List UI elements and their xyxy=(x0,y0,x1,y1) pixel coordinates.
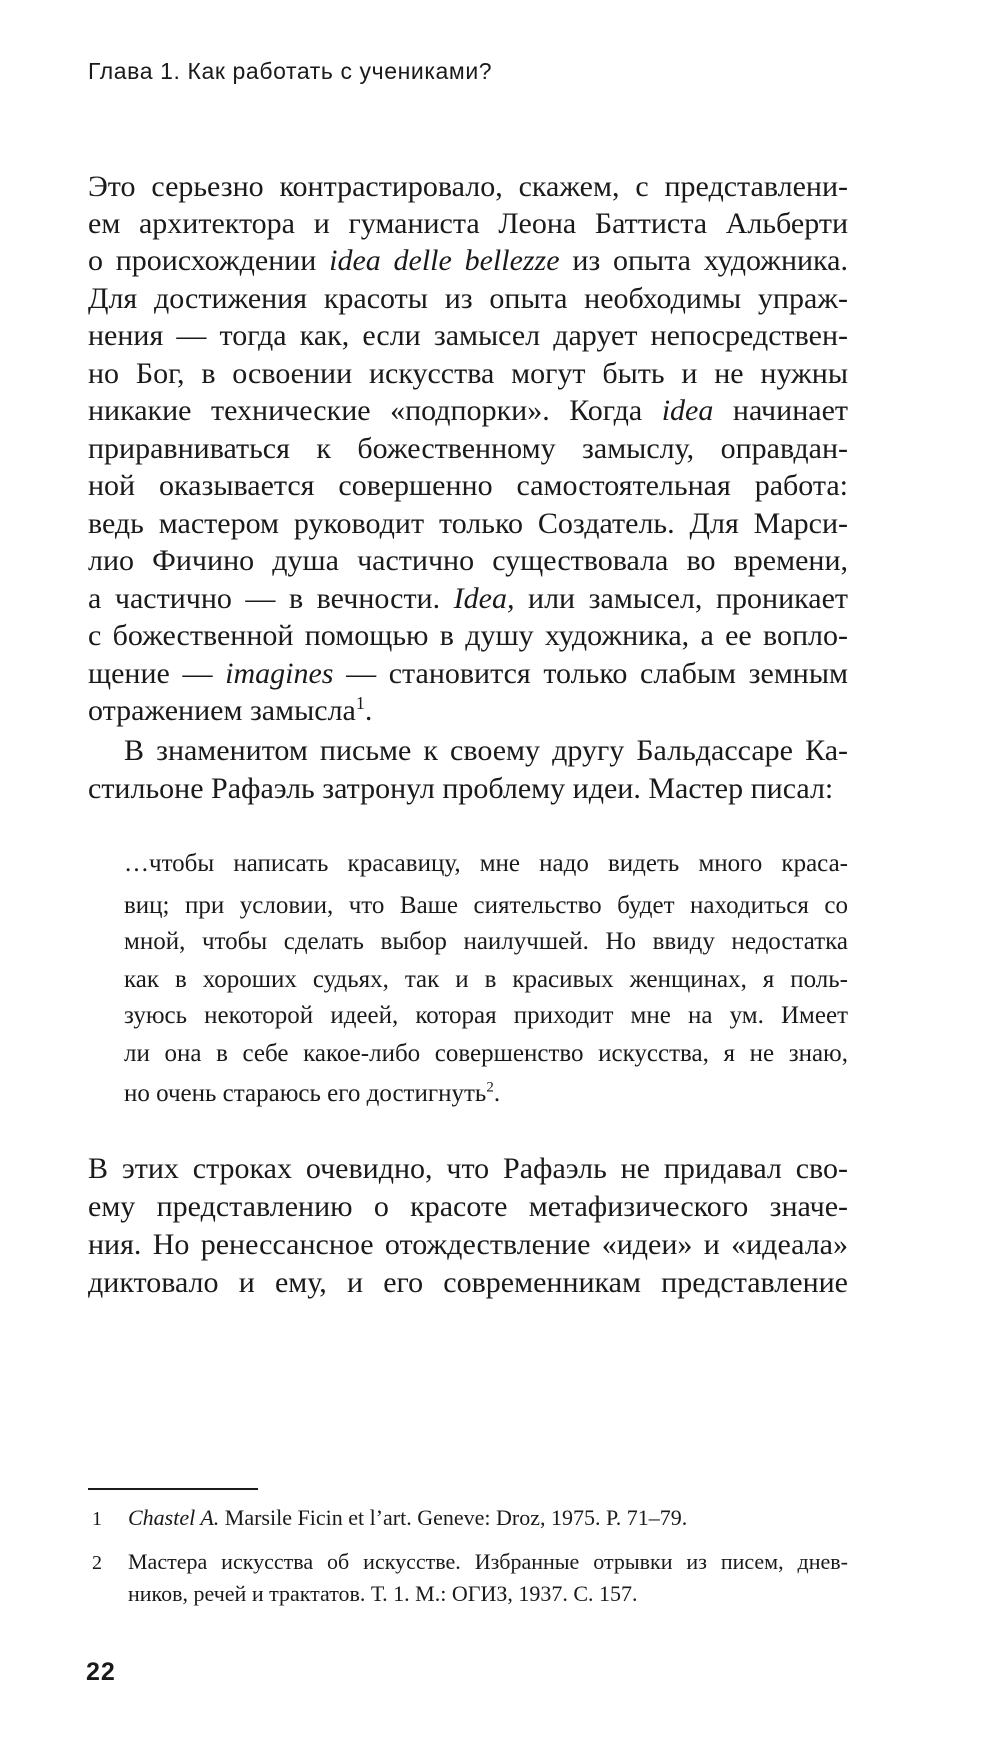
body-line xyxy=(88,655,848,693)
footnote-divider xyxy=(88,1488,258,1490)
body-line: Для достижения красоты из опыта необходимы упраж- xyxy=(88,282,848,315)
text-run: начинает xyxy=(713,394,848,427)
text-run: никакие технические «подпорки». Когда xyxy=(88,394,662,427)
body-line: ведь мастером руководит только Создатель. Для Марси- xyxy=(88,507,848,540)
footnote-ref: 1 xyxy=(355,693,365,713)
text-run: а частично — в вечности. xyxy=(88,582,454,615)
footnote-ref: 2 xyxy=(486,1079,494,1096)
footnote-2-line: Мастера искусства об искусстве. Избранные отрывки из писем, днев- xyxy=(128,1549,848,1574)
body-line: ем архитектора и гуманиста Леона Баттиста Альберти xyxy=(88,207,848,240)
quote-line: …чтобы написать красавицу, мне надо видеть много краса- xyxy=(124,850,848,877)
body-line xyxy=(88,242,848,280)
footnote-number: 1 xyxy=(92,1508,102,1530)
italic-term: idea delle bellezze xyxy=(329,244,560,277)
body-line: лио Фичино душа частично существовала во времени, xyxy=(88,544,848,577)
italic-term: imagines xyxy=(225,657,334,690)
footnote-author: Chastel A. xyxy=(128,1505,220,1530)
body-line: ной оказывается совершенно самостоятельная работа: xyxy=(88,469,848,502)
body-line xyxy=(88,392,848,430)
text-run: отражением замысла xyxy=(88,694,356,727)
quote-line: мной, чтобы сделать выбор наилучшей. Но ввиду недостатка xyxy=(124,928,848,955)
body-line xyxy=(88,692,848,730)
footnote-1 xyxy=(128,1504,848,1532)
quote-line: как в хороших судьях, так и в красивых женщинах, я поль- xyxy=(124,966,848,993)
body-line xyxy=(88,580,848,618)
footnote-number: 2 xyxy=(92,1552,102,1574)
body-line: ния. Но ренессансное отождествление «идеи» и «идеала» xyxy=(88,1228,848,1261)
body-line: с божественной помощью в душу художника, а ее вопло- xyxy=(88,619,848,652)
text-run: или замысел, проникает xyxy=(514,582,848,615)
quote-line: виц; при условии, что Ваше сиятельство будет находиться со xyxy=(124,892,848,919)
text-run: . xyxy=(364,694,373,727)
body-line: Это серьезно контрастировало, скажем, с представлени- xyxy=(88,170,848,203)
page-number: 22 xyxy=(86,1658,116,1686)
body-line: нения — тогда как, если замысел дарует непосредствен- xyxy=(88,319,848,352)
quote-line: ли она в себе какое-либо совершенство искусства, я не знаю, xyxy=(124,1040,848,1067)
text-run: из опыта художника. xyxy=(559,244,848,277)
body-line: стильоне Рафаэль затронул проблему идеи. Мастер писал: xyxy=(88,772,834,805)
text-run: . xyxy=(493,1080,501,1107)
text-run: Marsile Ficin et l’art. Geneve: Droz, 1975. P. 71–79. xyxy=(219,1505,688,1530)
italic-term: Idea, xyxy=(453,582,515,615)
running-head: Глава 1. Как работать с учениками? xyxy=(88,58,493,84)
text-run: о происхождении xyxy=(88,244,330,277)
body-line: ему представлению о красоте метафизического значе- xyxy=(88,1190,848,1223)
body-line: диктовало и ему, и его современникам представление xyxy=(88,1266,848,1299)
footnote-2-line: ников, речей и трактатов. Т. 1. М.: ОГИЗ, 1937. С. 157. xyxy=(128,1581,638,1606)
text-run: — становится только слабым земным xyxy=(333,657,848,690)
italic-term: idea xyxy=(661,394,714,427)
quote-line: зуюсь некоторой идеей, которая приходит мне на ум. Имеет xyxy=(124,1002,848,1029)
quote-line xyxy=(124,1078,848,1110)
body-line: но Бог, в освоении искусства могут быть и не нужны xyxy=(88,357,848,390)
text-run: щение — xyxy=(88,657,226,690)
body-line: приравниваться к божественному замыслу, оправдан- xyxy=(88,432,848,465)
body-line: В знаменитом письме к своему другу Бальдассаре Ка- xyxy=(124,734,848,767)
body-line: В этих строках очевидно, что Рафаэль не придавал сво- xyxy=(88,1152,848,1185)
text-run: но очень стараюсь его достигнуть xyxy=(124,1080,487,1107)
